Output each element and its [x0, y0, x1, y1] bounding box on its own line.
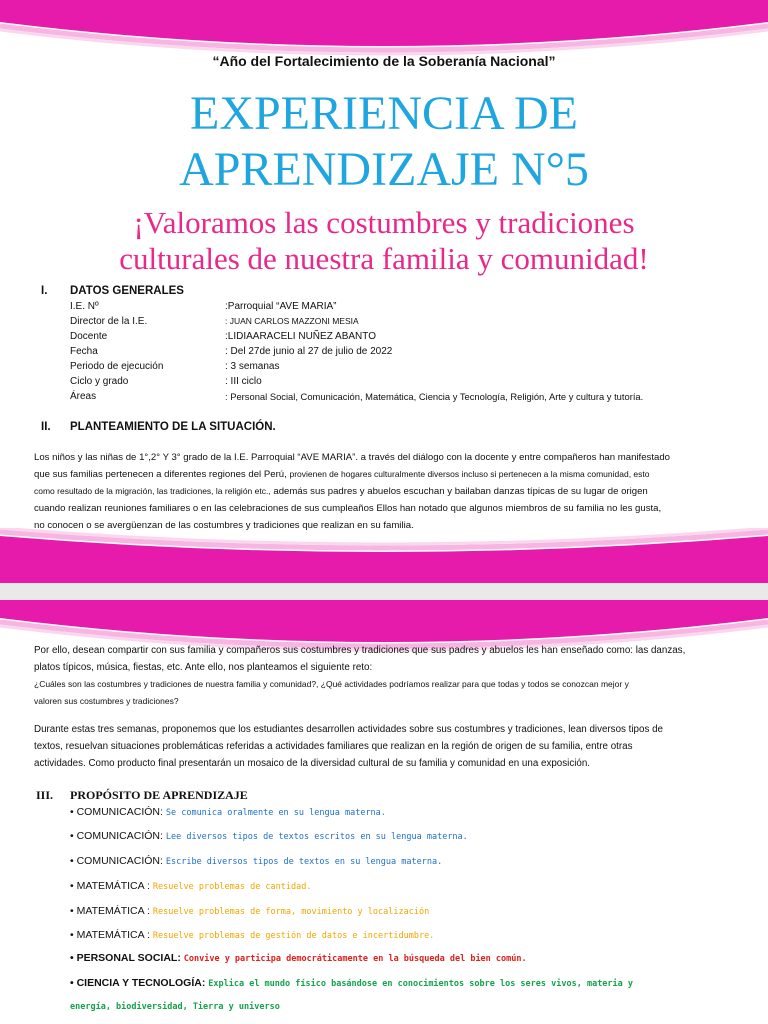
subtitle-line-1: ¡Valoramos las costumbres y tradiciones — [133, 205, 635, 240]
section-3-heading: PROPÓSITO DE APRENDIZAJE — [70, 788, 248, 802]
datos-row — [70, 316, 750, 331]
datos-value: :LIDIAARACELI NUÑEZ ABANTO — [225, 331, 376, 342]
purpose-item: • COMUNICACIÓN: Lee diversos tipos de textos escritos en su lengua materna. — [70, 830, 468, 842]
purpose-item: • MATEMÁTICA : Resuelve problemas de cantidad. — [70, 880, 312, 892]
datos-label: Fecha — [70, 346, 98, 357]
datos-value: : Personal Social, Comunicación, Matemática, Ciencia y Tecnología, Religión, Arte y cultura y tutoría. — [225, 391, 644, 402]
datos-value: : JUAN CARLOS MAZZONI MESIA — [225, 316, 359, 326]
page-2 — [0, 600, 768, 1024]
datos-row — [70, 376, 750, 391]
plan-paragraph — [34, 721, 734, 772]
paragraph-line: valoren sus costumbres y tradiciones? — [34, 696, 179, 706]
datos-value: : 3 semanas — [225, 361, 280, 372]
section-3-number: III. — [36, 788, 54, 802]
purpose-item: • MATEMÁTICA : Resuelve problemas de gestión de datos e incertidumbre. — [70, 929, 435, 941]
datos-row — [70, 346, 750, 361]
purpose-text: Escribe diversos tipos de textos en su lengua materna. — [165, 857, 443, 867]
purpose-text: Resuelve problemas de gestión de datos e incertidumbre. — [152, 931, 435, 941]
paragraph-line: platos típicos, música, fiestas, etc. Ante ello, nos planteamos el siguiente reto: — [34, 662, 373, 673]
datos-row — [70, 391, 750, 406]
datos-label: I.E. Nº — [70, 301, 99, 312]
motto: “Año del Fortalecimiento de la Soberanía Nacional” — [212, 53, 556, 69]
title-line-2: APRENDIZAJE N°5 — [179, 143, 589, 196]
purpose-item: • MATEMÁTICA : Resuelve problemas de forma, movimiento y localización — [70, 905, 430, 917]
purpose-text: Se comunica oralmente en su lengua materna. — [165, 808, 386, 818]
paragraph-line: Por ello, desean compartir con sus familia y compañeros sus costumbres y tradiciones que sus padres y abuelos les han enseñado como: las danzas, — [34, 645, 686, 656]
section-1-heading: DATOS GENERALES — [70, 285, 184, 297]
datos-label: Docente — [70, 331, 108, 342]
paragraph-line: Los niños y las niñas de 1°,2° Y 3° grado de la I.E. Parroquial “AVE MARIA”. a través del diálogo con la docente y entre compañeros han manifestado — [34, 452, 671, 463]
purpose-text: Explica el mundo físico basándose en conocimientos sobre los seres vivos, materia y — [208, 979, 634, 989]
datos-row — [70, 301, 750, 316]
purpose-item-continuation — [70, 1000, 280, 1012]
purpose-text: Resuelve problemas de forma, movimiento y localización — [152, 907, 430, 917]
page-gap — [0, 583, 768, 600]
datos-value: :Parroquial “AVE MARIA” — [225, 301, 337, 312]
purpose-text: Resuelve problemas de cantidad. — [152, 882, 312, 892]
title-line-1: EXPERIENCIA DE — [190, 87, 578, 140]
purpose-text: Convive y participa democráticamente en la búsqueda del bien común. — [183, 954, 527, 964]
purpose-text: Lee diversos tipos de textos escritos en su lengua materna. — [165, 832, 468, 842]
datos-label: Director de la I.E. — [70, 316, 148, 327]
paragraph-line: Durante estas tres semanas, proponemos que los estudiantes desarrollen actividades sobre sus costumbres y tradiciones, lean diversos tipos de — [34, 724, 663, 735]
purpose-item: • COMUNICACIÓN: Se comunica oralmente en su lengua materna. — [70, 806, 386, 818]
paragraph-line: que sus familias pertenecen a diferentes regiones del Perú, provienen de hogares culturalmente diversos incluso si pertenecen a la misma comunidad, esto — [34, 469, 650, 480]
purpose-item: • CIENCIA Y TECNOLOGÍA: Explica el mundo físico basándose en conocimientos sobre los seres vivos, materia y — [70, 977, 634, 989]
paragraph-line: como resultado de la migración, las tradiciones, la religión etc., además sus padres y abuelos escuchan y bailaban danzas típicas de su lugar de origen — [34, 486, 648, 497]
datos-label: Áreas — [70, 391, 97, 402]
purpose-item: • PERSONAL SOCIAL: Convive y participa democráticamente en la búsqueda del bien común. — [70, 952, 527, 964]
paragraph-line: ¿Cuáles son las costumbres y tradiciones de nuestra familia y comunidad?, ¿Qué actividades podríamos realizar para que todas y todos se conozcan mejor y — [34, 679, 629, 689]
section-2-heading: PLANTEAMIENTO DE LA SITUACIÓN. — [70, 421, 276, 433]
intro-paragraph — [34, 642, 734, 676]
section-1-number: I. — [41, 285, 48, 297]
datos-row — [70, 331, 750, 346]
datos-value: : III ciclo — [225, 376, 262, 387]
page-title — [0, 86, 768, 198]
datos-value: : Del 27de junio al 27 de julio de 2022 — [225, 346, 393, 357]
subtitle — [0, 205, 768, 277]
purpose-text: energía, biodiversidad, Tierra y universo — [70, 1002, 280, 1012]
paragraph-line: cuando realizan reuniones familiares o en las celebraciones de sus cumpleaños Ellos han notado que algunos miembros de su familia no les gusta, — [34, 503, 662, 514]
datos-label: Periodo de ejecución — [70, 361, 164, 372]
paragraph-line: textos, resuelvan situaciones problemáticas referidas a actividades familiares que realizan en la región de origen de su familia, entre otras — [34, 741, 633, 752]
purpose-item: • COMUNICACIÓN: Escribe diversos tipos de textos en su lengua materna. — [70, 855, 443, 867]
top-decorative-band — [0, 0, 768, 60]
datos-label: Ciclo y grado — [70, 376, 129, 387]
subtitle-line-2: culturales de nuestra familia y comunidad! — [119, 241, 649, 276]
challenge-paragraph — [34, 676, 734, 710]
datos-row — [70, 361, 750, 376]
situation-paragraph — [34, 449, 734, 534]
bottom-decorative-band — [0, 528, 768, 583]
paragraph-line: actividades. Como producto final presentarán un mosaico de la diversidad cultural de su familia y comunidad en una exposición. — [34, 758, 591, 769]
section-2-number: II. — [41, 421, 51, 433]
paragraph-line: no conocen o se avergüenzan de las costumbres y tradiciones que realizan en su familia. — [34, 520, 414, 531]
